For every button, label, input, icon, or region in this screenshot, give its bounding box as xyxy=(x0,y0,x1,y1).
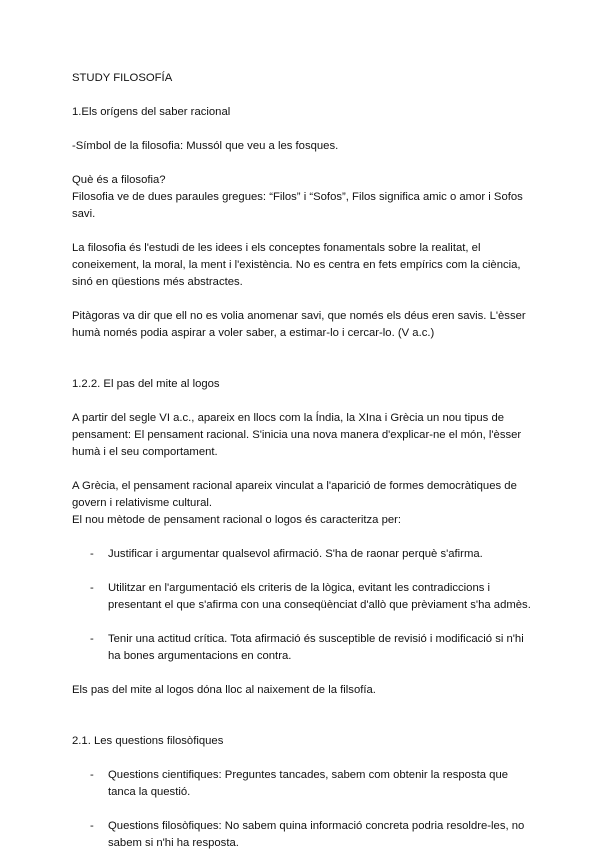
bullet-dash: - xyxy=(90,582,94,594)
list-item xyxy=(72,818,532,852)
section-1-heading: 1.Els orígens del saber racional xyxy=(72,106,231,118)
list-item-text: Utilitzar en l'argumentació els criteris de la lògica, evitant les contradiccions i presentant el que s'afirma con una conseqüènciat d'allò que prèviament s'ha admès. xyxy=(108,582,531,611)
pitagoras-paragraph: Pitàgoras va dir que ell no es volia anomenar savi, que només els déus eren savis. L'èsser humà només podia aspirar a voler saber, a estimar-lo i cercar-lo. (V a.c.) xyxy=(72,310,526,339)
symbol-line: -Símbol de la filosofia: Mussól que veu a les fosques. xyxy=(72,140,339,152)
section-122-heading: 1.2.2. El pas del mite al logos xyxy=(72,378,220,390)
document-title: STUDY FILOSOFÍA xyxy=(72,72,173,84)
definition-paragraph: La filosofia és l'estudi de les idees i els conceptes fonamentals sobre la realitat, el coneixement, la moral, la ment i l'existència. No es centra en fets empírics com la ciència, sinó en qüestions més abstractes. xyxy=(72,242,521,288)
list-item-text: Questions cientifiques: Preguntes tancades, sabem com obtenir la resposta que tanca la questió. xyxy=(108,769,509,798)
list-item xyxy=(72,631,532,665)
bullet-dash: - xyxy=(90,820,94,832)
conclusion-paragraph: Els pas del mite al logos dóna lloc al naixement de la filsofía. xyxy=(72,684,376,696)
list-item-text: Tenir una actitud crítica. Tota afirmació és susceptible de revisió i modificació si n'hi ha bones argumentacions en contra. xyxy=(108,633,524,662)
list-item xyxy=(72,767,532,801)
list-item-text: Justificar i argumentar qualsevol afirmació. S'ha de raonar perquè s'afirma. xyxy=(108,548,483,560)
questions-list xyxy=(72,767,532,852)
logos-characteristics-list xyxy=(72,546,532,665)
list-item xyxy=(72,580,532,614)
bullet-dash: - xyxy=(90,769,94,781)
document-page xyxy=(72,70,532,852)
bullet-dash: - xyxy=(90,548,94,560)
greece-paragraph: A Grècia, el pensament racional apareix vinculat a l'aparició de formes democràtiques de govern i relativisme cultural. xyxy=(72,480,517,509)
bullet-dash: - xyxy=(90,633,94,645)
section-21-heading: 2.1. Les questions filosòfiques xyxy=(72,735,224,747)
rational-thought-paragraph: A partir del segle VI a.c., apareix en llocs com la Índia, la XIna i Grècia un nou tipus de pensament: El pensament racional. S'inicia una nova manera d'explicar-ne el món, l'èsser humà i el seu comportament. xyxy=(72,412,522,458)
question-line: Què és a filosofia? xyxy=(72,174,166,186)
logos-intro-line: El nou mètode de pensament racional o logos és caracteritza per: xyxy=(72,514,402,526)
etymology-paragraph: Filosofia ve de dues paraules gregues: “Filos” i “Sofos”, Filos significa amic o amor i Sofos savi. xyxy=(72,191,523,220)
list-item-text: Questions filosòfiques: No sabem quina informació concreta podria resoldre-les, no sabem si n'hi ha resposta. xyxy=(108,820,525,849)
list-item xyxy=(72,546,532,563)
